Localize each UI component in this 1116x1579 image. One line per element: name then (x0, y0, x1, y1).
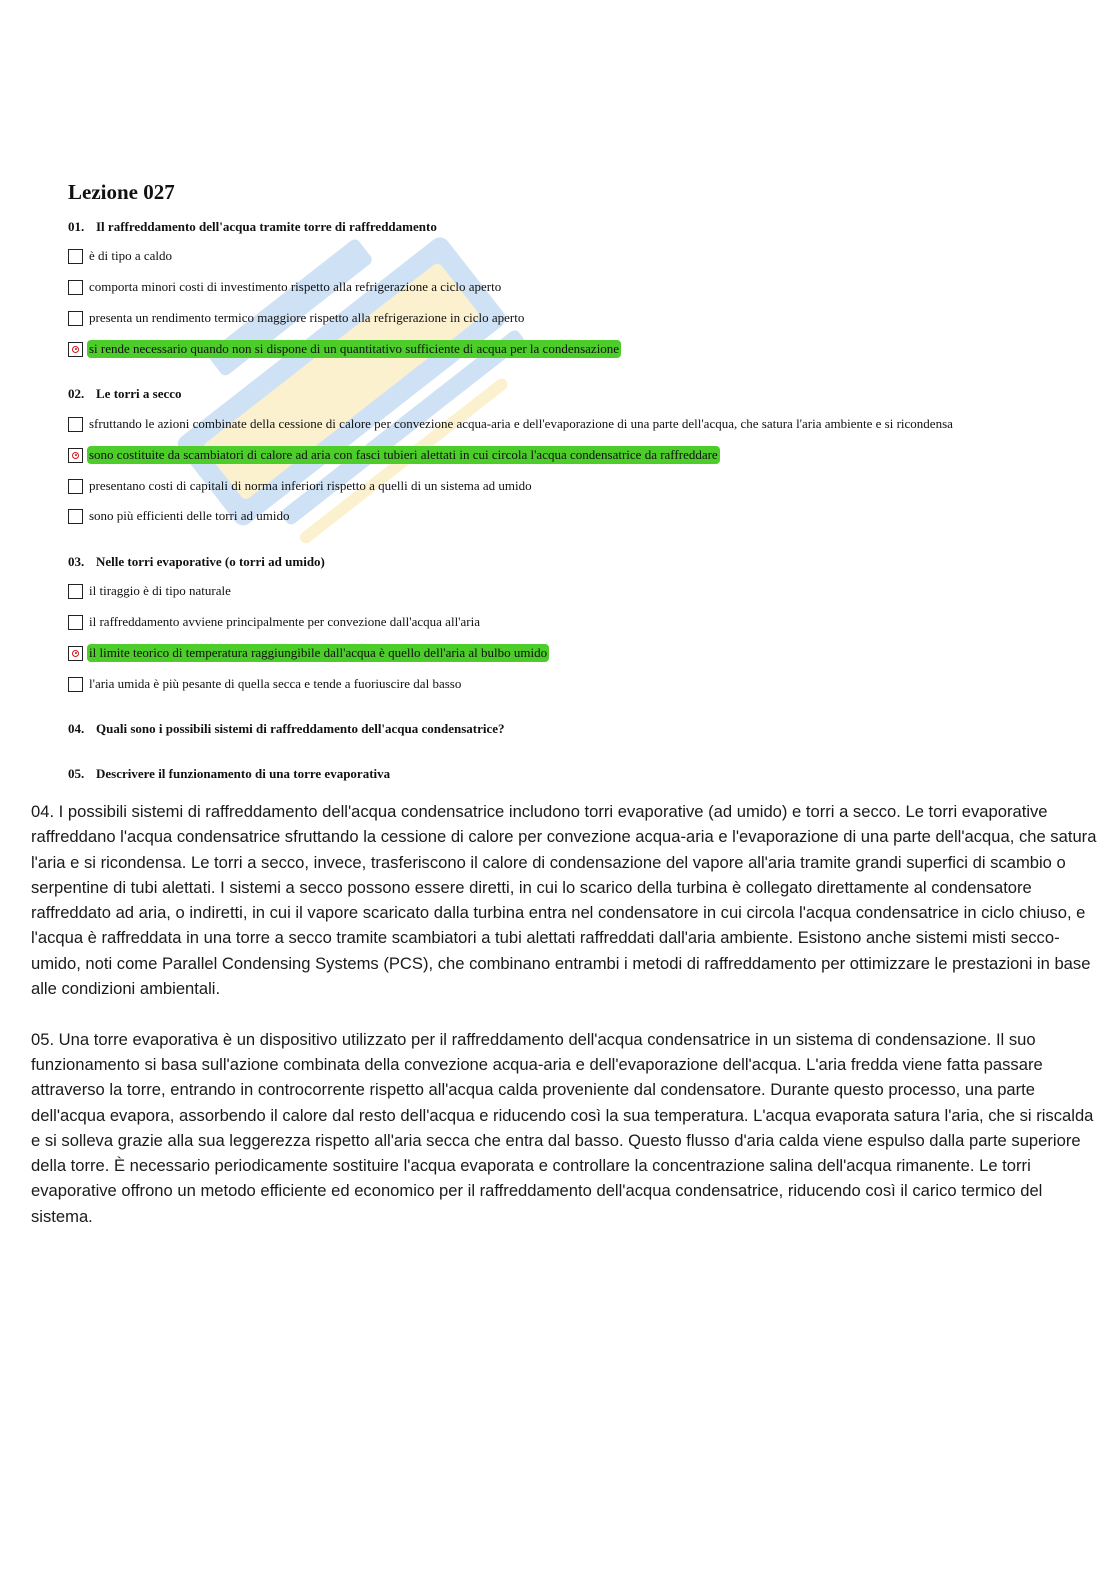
q01-option-1[interactable]: è di tipo a caldo (68, 246, 174, 266)
q02-option-3[interactable]: presentano costi di capitali di norma inferiori rispetto a quelli di un sistema ad umido (68, 476, 534, 496)
checkbox[interactable] (68, 417, 83, 432)
checkbox[interactable] (68, 311, 83, 326)
question-04-heading: 04. Quali sono i possibili sistemi di raffreddamento dell'acqua condensatrice? (68, 721, 505, 736)
q02-option-2-correct[interactable]: sono costituite da scambiatori di calore ad aria con fasci tubieri alettati in cui circola l'acqua condensatrice da raffreddare (68, 445, 720, 465)
lesson-title: Lezione 027 (68, 180, 175, 204)
q03-option-3-correct[interactable]: il limite teorico di temperatura raggiungibile dall'acqua è quello dell'aria al bulbo umido (68, 643, 549, 663)
checked-radio-icon[interactable] (68, 646, 83, 661)
checkbox[interactable] (68, 677, 83, 692)
checked-radio-icon[interactable] (68, 342, 83, 357)
q01-option-2[interactable]: comporta minori costi di investimento rispetto alla refrigerazione a ciclo aperto (68, 277, 503, 297)
checkbox[interactable] (68, 615, 83, 630)
q03-option-4[interactable]: l'aria umida è più pesante di quella secca e tende a fuoriuscire dal basso (68, 674, 463, 694)
answers-section (31, 799, 1099, 1254)
q01-option-4-correct[interactable]: si rende necessario quando non si dispone di un quantitativo sufficiente di acqua per la condensazione (68, 339, 621, 359)
q02-option-4[interactable]: sono più efficienti delle torri ad umido (68, 506, 292, 526)
q03-option-1[interactable]: il tiraggio è di tipo naturale (68, 581, 233, 601)
q03-option-2[interactable]: il raffreddamento avviene principalmente per convezione dall'acqua all'aria (68, 612, 482, 632)
checkbox[interactable] (68, 584, 83, 599)
question-02-heading: 02. Le torri a secco (68, 386, 182, 401)
q01-option-3[interactable]: presenta un rendimento termico maggiore rispetto alla refrigerazione in ciclo aperto (68, 308, 526, 328)
checkbox[interactable] (68, 479, 83, 494)
checkbox[interactable] (68, 280, 83, 295)
checked-radio-icon[interactable] (68, 448, 83, 463)
checkbox[interactable] (68, 249, 83, 264)
answer-04: 04. I possibili sistemi di raffreddamento dell'acqua condensatrice includono torri evaporative (ad umido) e torri a secco. Le torri evaporative raffreddano l'acqua condensatrice sfruttando la cessione di calore per convezione acqua-aria e l'evaporazione di una parte dell'acqua, che satura l'aria e si ricondensa. Le torri a secco, invece, trasferiscono il calore di condensazione del vapore all'aria tramite grandi superfici di scambio o serpentine di tubi alettati. I sistemi a secco possono essere diretti, in cui lo scarico della turbina è collegato direttamente al condensatore raffreddato ad aria, o indiretti, in cui il vapore scaricato dalla turbina entra nel condensatore in cui circola l'acqua condensatrice in ciclo chiuso, e l'acqua è raffreddata in una torre a secco tramite scambiatori a tubi alettati raffreddati dall'aria ambiente. Esistono anche sistemi misti secco-umido, noti come Parallel Condensing Systems (PCS), che combinano entrambi i metodi di raffreddamento per ottimizzare le prestazioni in base alle condizioni ambientali. (31, 802, 1097, 999)
question-05-heading: 05. Descrivere il funzionamento di una torre evaporativa (68, 766, 391, 781)
question-03-heading: 03. Nelle torri evaporative (o torri ad umido) (68, 554, 325, 569)
checkbox[interactable] (68, 509, 83, 524)
answer-05: 05. Una torre evaporativa è un dispositivo utilizzato per il raffreddamento dell'acqua condensatrice in un sistema di condensazione. Il suo funzionamento si basa sull'azione combinata della convezione acqua-aria e dell'evaporazione dell'acqua. L'aria fredda viene fatta passare attraverso la torre, entrando in controcorrente rispetto all'acqua calda proveniente dal condensatore. Durante questo processo, una parte dell'acqua evapora, assorbendo il calore dal resto dell'acqua e riducendo così la sua temperatura. L'acqua evaporata satura l'aria, che si riscalda e si solleva grazie alla sua leggerezza rispetto all'aria secca che entra dal basso. Questo flusso d'aria calda viene espulso dalla parte superiore della torre. È necessario periodicamente sostituire l'acqua evaporata e controllare la concentrazione salina dell'acqua rimanente. Le torri evaporative offrono un metodo efficiente ed economico per il raffreddamento dell'acqua condensatrice, riducendo così il carico termico del sistema. (31, 1029, 1094, 1226)
question-01-heading: 01. Il raffreddamento dell'acqua tramite torre di raffreddamento (68, 219, 437, 234)
q02-option-1[interactable]: sfruttando le azioni combinate della cessione di calore per convezione acqua-aria e dell'evaporazione di una parte dell'acqua, che satura l'aria ambiente e si ricondensa (68, 414, 955, 434)
